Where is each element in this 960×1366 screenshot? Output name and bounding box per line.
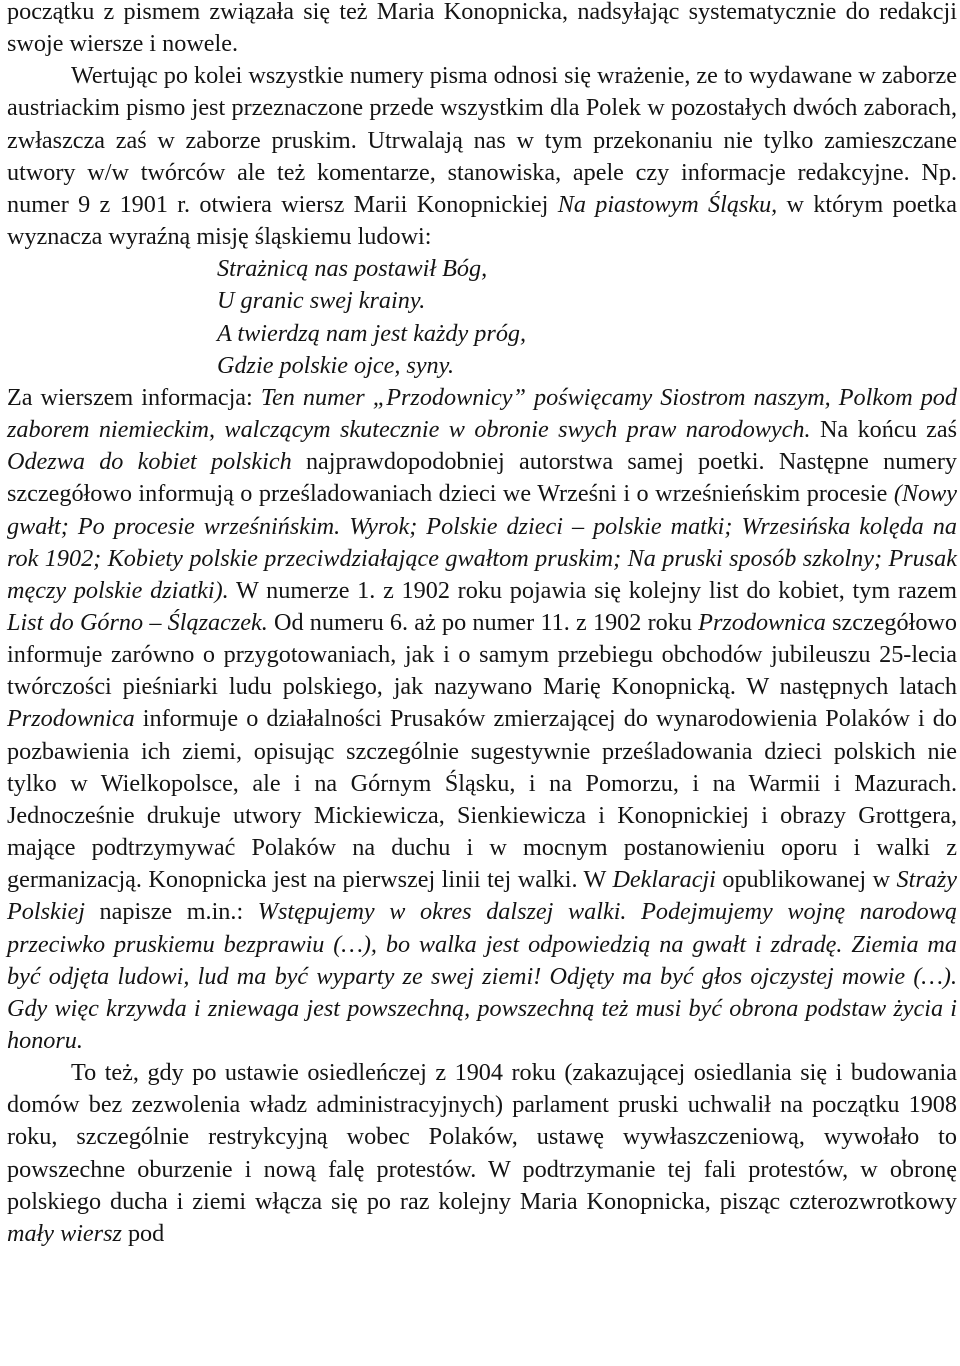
italic-text: Przodownica (7, 705, 135, 733)
paragraph-settlement-law (7, 1057, 957, 1250)
paragraph-information (7, 382, 957, 1057)
italic-text: Wstępujemy w okres dalszej walki. Podejmujemy wojnę narodową przeciwko pruskiemu bezprawiu (…), bo walka jest odpowiedzią na gwałt i zdradę. Ziemia ma być odjęta ludowi, lud ma być wyparty ze swej ziemi! Odjęty ma być głos ojczystej mowie (…). Gdy więc krzywda i zniewaga jest powszechną, powszechną też musi być obrona podstaw życia i honoru. (7, 898, 957, 1054)
text-run: najprawdopodobniej autorstwa samej poetki. Następne numery szczegółowo informują o prześladowaniach dzieci we Wrześni i o wrześnieńskim procesie (7, 448, 957, 508)
text-run: pod (121, 1219, 165, 1247)
italic-text: Ten numer „Przodownicy” poświęcamy Siostrom naszym, Polkom pod zaborem niemieckim, walczącym skutecznie w obronie swych praw narodowych. (7, 383, 957, 444)
italic-text: Przodownica (698, 608, 826, 636)
paragraph-continuation (7, 0, 957, 60)
text-run: Na końcu zaś (810, 416, 957, 444)
text-run: To też, gdy po ustawie osiedleńczej z 1904 roku (zakazującej osiedlania się i budowania domów bez zezwolenia władz administracyjnych) parlament pruski uchwalił na początku 1908 roku, szczególnie restrykcyjną wobec Polaków, ustawę wywłaszczeniową, wywołało to powszechne oburzenie i nową falę protestów. W podtrzymanie tej fali protestów, w obronę polskiego ducha i ziemi włącza się po raz kolejny Maria Konopnicka, pisząc czterozwrotkowy (7, 1059, 957, 1215)
poem-line: Strażnicą nas postawił Bóg, (217, 255, 488, 283)
text-run: w którym poetka wyznacza wyraźną misję śląskiemu ludowi: (7, 190, 957, 251)
italic-text: Deklaracji (612, 866, 716, 894)
poem-quote (7, 253, 957, 382)
text-run: szczegółowo informuje zarówno o przygotowaniach, jak i o samym przebiegu obchodów jubileuszu 25-lecia twórczości pieśniarki ludu polskiego, jak nazywano Marię Konopnicką. W następnych latach (7, 608, 957, 701)
text-run: Za wierszem informacja: (7, 383, 261, 411)
paragraph-przodownica-intro (7, 60, 957, 253)
document-page (7, 0, 957, 1250)
text-run: napisze m.in.: (84, 898, 258, 926)
text-run: opublikowanej w (715, 866, 897, 894)
poem-line: Gdzie polskie ojce, syny. (217, 351, 455, 379)
italic-text: (Nowy gwałt; Po procesie wrześnińskim. Wyrok; Polskie dzieci – polskie matki; Wrzesińska kolęda na rok 1902; Kobiety polskie przeciwdziałające gwałtom pruskim; Na pruski sposób szkolny; Prusak męczy polskie dziatki). (7, 480, 957, 604)
italic-text: Na piastowym Śląsku, (557, 190, 778, 218)
text-run: W numerze 1. z 1902 roku pojawia się kolejny list do kobiet, tym razem (228, 576, 957, 604)
poem-line: U granic swej krainy. (217, 287, 426, 315)
text-run: początku z pismem związała się też Maria Konopnicka, nadsyłając systematycznie do redakcji swoje wiersze i nowele. (7, 0, 957, 58)
italic-text: List do Górno – Ślązaczek. (7, 608, 268, 636)
italic-text: Odezwa do kobiet polskich (7, 448, 292, 476)
italic-text: Straży Polskiej (7, 866, 957, 926)
poem-line: A twierdzą nam jest każdy próg, (217, 319, 527, 347)
text-run: informuje o działalności Prusaków zmierzającej do wynarodowienia Polaków i do pozbawienia ich ziemi, opisując szczególnie sugestywnie prześladowania dzieci polskich nie tylko w Wielkopolsce, ale i na Górnym Śląsku, i na Pomorzu, i na Warmii i Mazurach. Jednocześnie drukuje utwory Mickiewicza, Sienkiewicza i Konopnickiej i obrazy Grottgera, mające podtrzymywać Polaków na duchu i w mocnym postanowieniu oporu i walki z germanizacją. Konopnicka jest na pierwszej linii tej walki. W (7, 705, 957, 894)
text-run: Od numeru 6. aż po numer 11. z 1902 roku (267, 608, 699, 636)
text-run: Wertując po kolei wszystkie numery pisma odnosi się wrażenie, ze to wydawane w zaborze austriackim pismo jest przeznaczone przede wszystkim dla Polek w pozostałych dwóch zaborach, zwłaszcza zaś w zaborze pruskim. Utrwalają nas w tym przekonaniu nie tylko zamieszczane utwory w/w twórców ale też komentarze, stanowiska, apele czy informacje redakcyjne. Np. numer 9 z 1901 r. otwiera wiersz Marii Konopnickiej (7, 62, 957, 218)
italic-text: mały wiersz (7, 1219, 122, 1247)
